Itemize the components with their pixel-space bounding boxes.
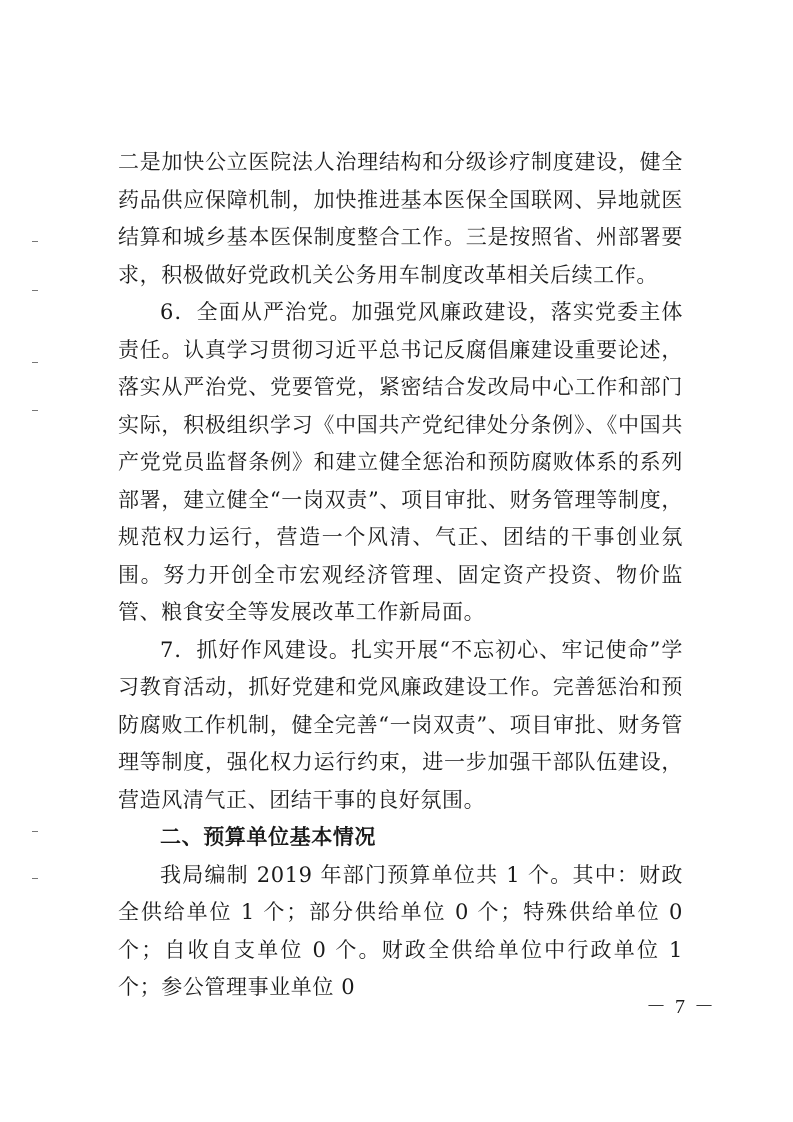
margin-mark xyxy=(32,878,38,879)
paragraph-budget-units: 我局编制 2019 年部门预算单位共 1 个。其中：财政全供给单位 1 个；部分供给单位 0 个；特殊供给单位 0 个；自收自支单位 0 个。财政全供给单位中行政单位 1 个；参公管理事业单位 0 xyxy=(118,862,683,999)
margin-mark xyxy=(32,831,38,832)
paragraph-party-discipline: 6．全面从严治党。加强党风廉政建设，落实党委主体责任。认真学习贯彻习近平总书记反腐倡廉建设重要论述，落实从严治党、党要管党，紧密结合发改局中心工作和部门实际，积极组织学习《中国共产党纪律处分条例》、《中国共产党党员监督条例》和建立健全惩治和预防腐败体系的系列部署，建立健全“一岗双责”、项目审批、财务管理等制度，规范权力运行，营造一个风清、气正、团结的干事创业氛围。努力开创全市宏观经济管理、固定资产投资、物价监管、粮食安全等发展改革工作新局面。 xyxy=(118,300,683,624)
document-body xyxy=(118,144,683,1007)
margin-mark xyxy=(32,241,38,242)
margin-mark xyxy=(32,362,38,363)
section-heading: 二、预算单位基本情况 xyxy=(160,825,376,849)
margin-mark xyxy=(32,290,38,291)
paragraph-work-style: 7．抓好作风建设。扎实开展“不忘初心、牢记使命”学习教育活动，抓好党建和党风廉政建设工作。完善惩治和预防腐败工作机制，健全完善“一岗双责”、项目审批、财务管理等制度，强化权力运行约束，进一步加强干部队伍建设，营造风清气正、团结干事的良好氛围。 xyxy=(118,637,683,812)
page-number: － 7 － xyxy=(646,996,716,1018)
margin-mark xyxy=(32,410,38,411)
paragraph-medical-reform: 二是加快公立医院法人治理结构和分级诊疗制度建设，健全药品供应保障机制，加快推进基本医保全国联网、异地就医结算和城乡基本医保制度整合工作。三是按照省、州部署要求，积极做好党政机关公务用车制度改革相关后续工作。 xyxy=(118,150,683,287)
